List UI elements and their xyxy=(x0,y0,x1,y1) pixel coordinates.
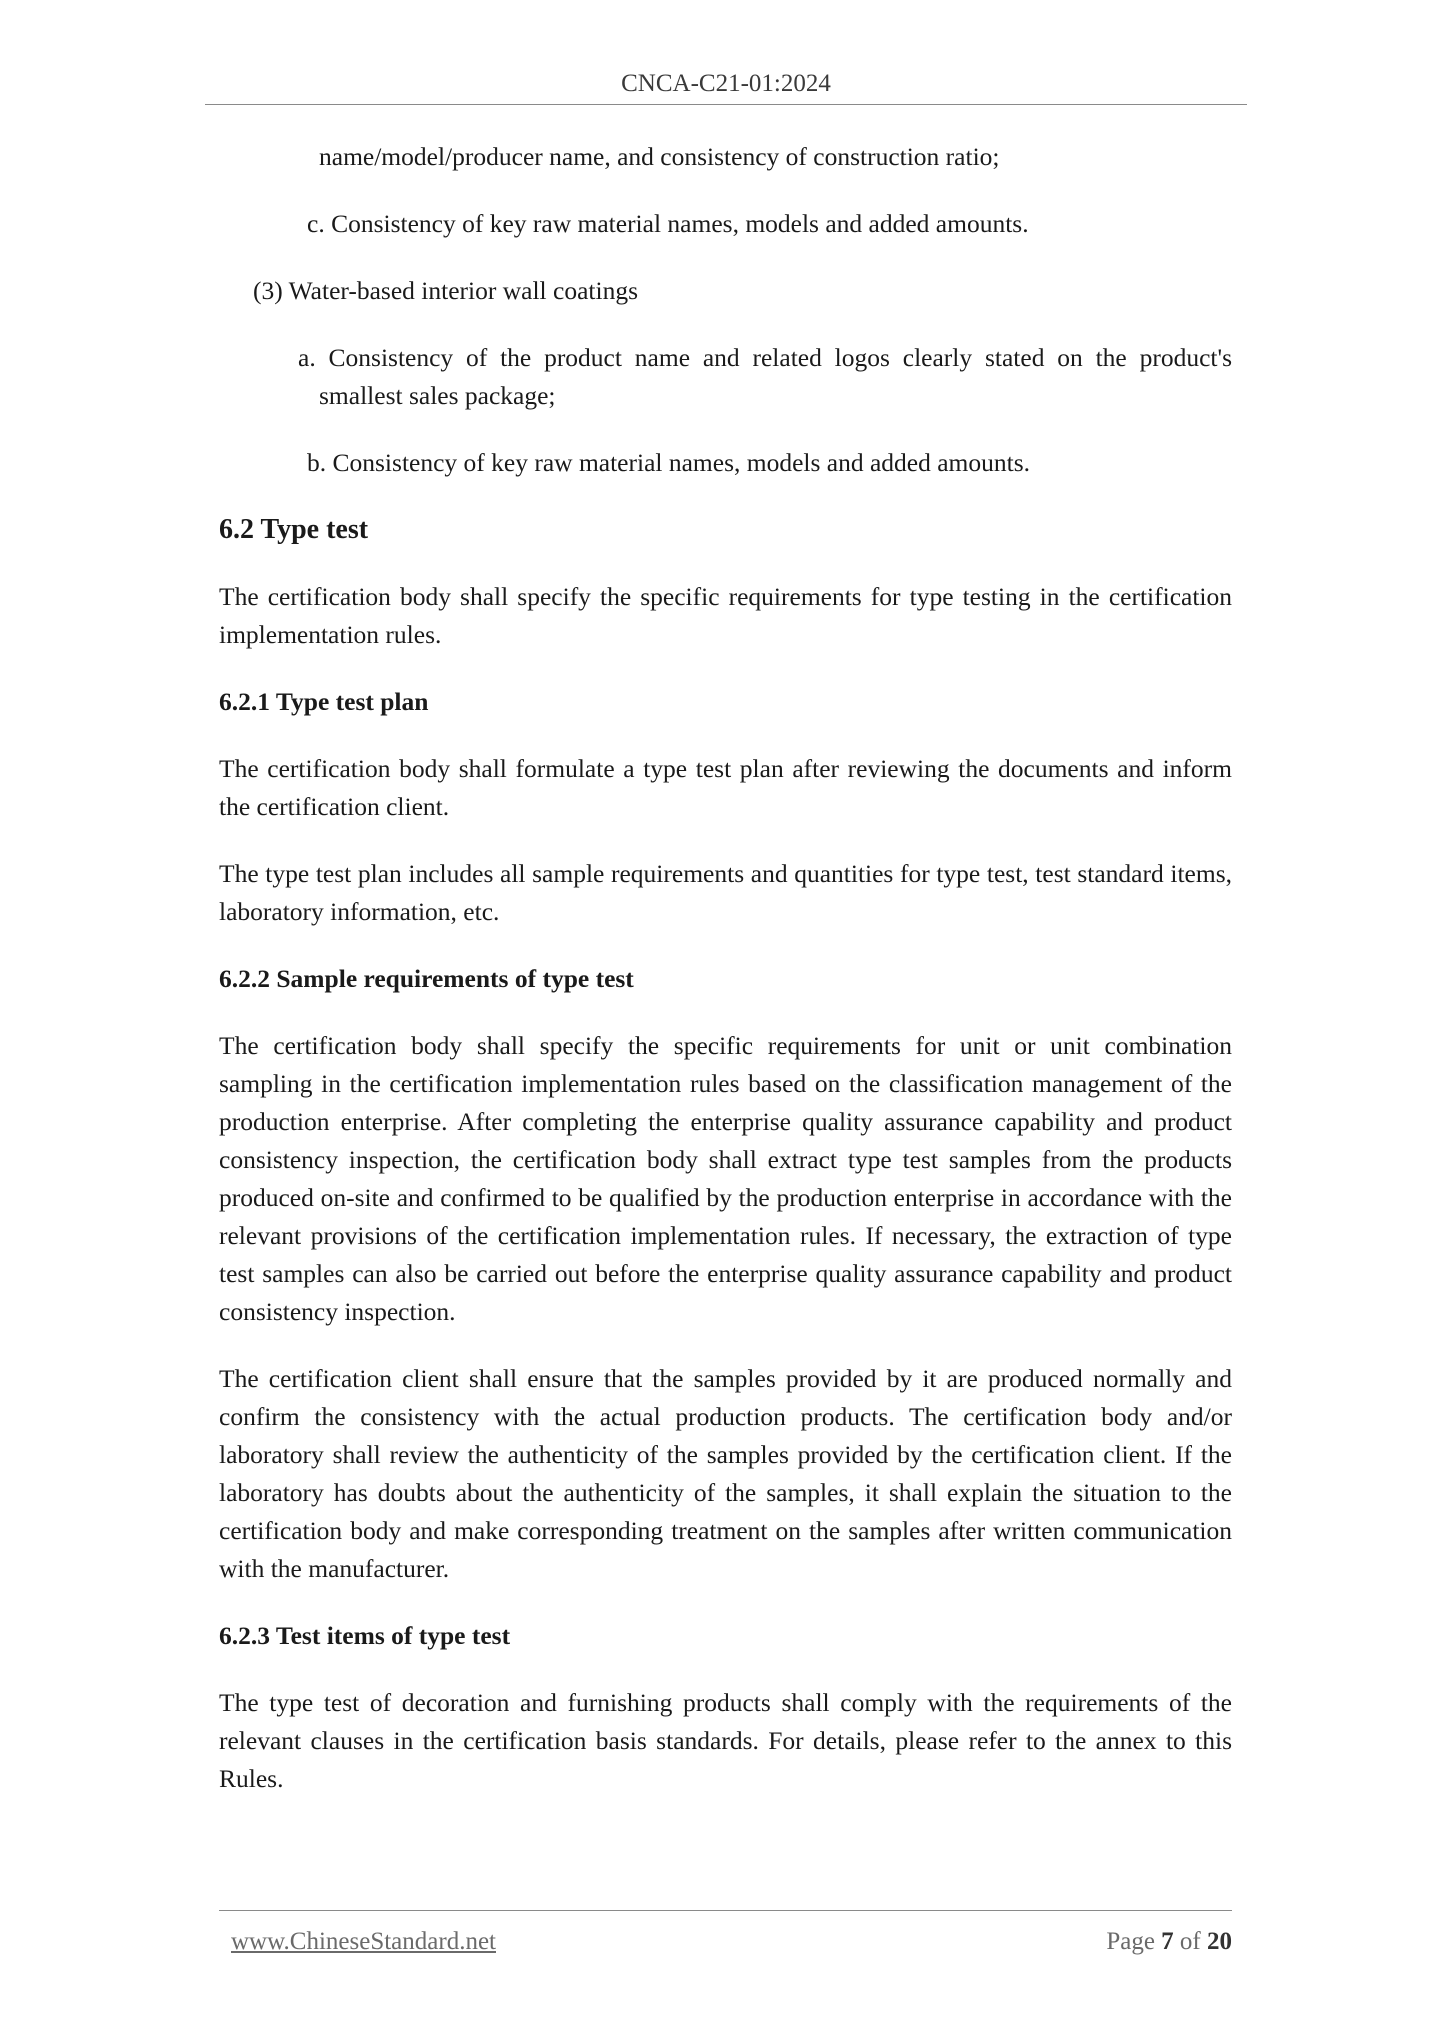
list-item-3b: b. Consistency of key raw material names, models and added amounts. xyxy=(307,448,1031,477)
page-label: Page xyxy=(1106,1928,1155,1955)
subsection-water-based-coatings: (3) Water-based interior wall coatings xyxy=(253,276,638,305)
page-indicator xyxy=(1106,1928,1232,1956)
continuation-line: name/model/producer name, and consistency of construction ratio; xyxy=(319,142,1000,171)
section-6-2-heading: 6.2 Type test xyxy=(219,514,369,545)
section-6-2-1-heading: 6.2.1 Type test plan xyxy=(219,687,429,716)
footer-website-link[interactable]: www.ChineseStandard.net xyxy=(231,1928,496,1955)
page-body xyxy=(219,138,1232,1827)
page-number: 7 xyxy=(1161,1928,1174,1955)
section-6-2-2-paragraph-1: The certification body shall specify the specific requirements for unit or unit combination sampling in the certification implementation rules based on the classification management of the production enterprise. After completing the enterprise quality assurance capability and product consistency inspection, the certification body shall extract type test samples from the products produced on-site and confirmed to be qualified by the production enterprise in accordance with the relevant provisions of the certification implementation rules. If necessary, the extraction of type test samples can also be carried out before the enterprise quality assurance capability and product consistency inspection. xyxy=(219,1031,1232,1326)
of-label: of xyxy=(1179,1928,1201,1955)
section-6-2-1-paragraph-2: The type test plan includes all sample requirements and quantities for type test, test standard items, laboratory information, etc. xyxy=(219,859,1232,926)
section-6-2-3-heading: 6.2.3 Test items of type test xyxy=(219,1621,511,1650)
list-item-c: c. Consistency of key raw material names, models and added amounts. xyxy=(307,209,1029,238)
footer-divider xyxy=(219,1910,1232,1911)
page-total: 20 xyxy=(1207,1928,1232,1955)
header-divider xyxy=(205,104,1247,105)
section-6-2-paragraph: The certification body shall specify the specific requirements for type testing in the certification implementation rules. xyxy=(219,582,1232,649)
section-6-2-1-paragraph-1: The certification body shall formulate a type test plan after reviewing the documents and inform the certification client. xyxy=(219,754,1232,821)
section-6-2-2-paragraph-2: The certification client shall ensure that the samples provided by it are produced normally and confirm the consistency with the actual production products. The certification body and/or laboratory shall review the authenticity of the samples provided by the certification client. If the laboratory has doubts about the authenticity of the samples, it shall explain the situation to the certification body and make corresponding treatment on the samples after written communication with the manufacturer. xyxy=(219,1364,1232,1583)
section-6-2-2-heading: 6.2.2 Sample requirements of type test xyxy=(219,964,634,993)
list-item-3a: a. Consistency of the product name and related logos clearly stated on the product's smallest sales package; xyxy=(298,343,1232,410)
document-code-header: CNCA-C21-01:2024 xyxy=(621,70,831,97)
section-6-2-3-paragraph: The type test of decoration and furnishing products shall comply with the requirements of the relevant clauses in the certification basis standards. For details, please refer to the annex to this Rules. xyxy=(219,1688,1232,1793)
